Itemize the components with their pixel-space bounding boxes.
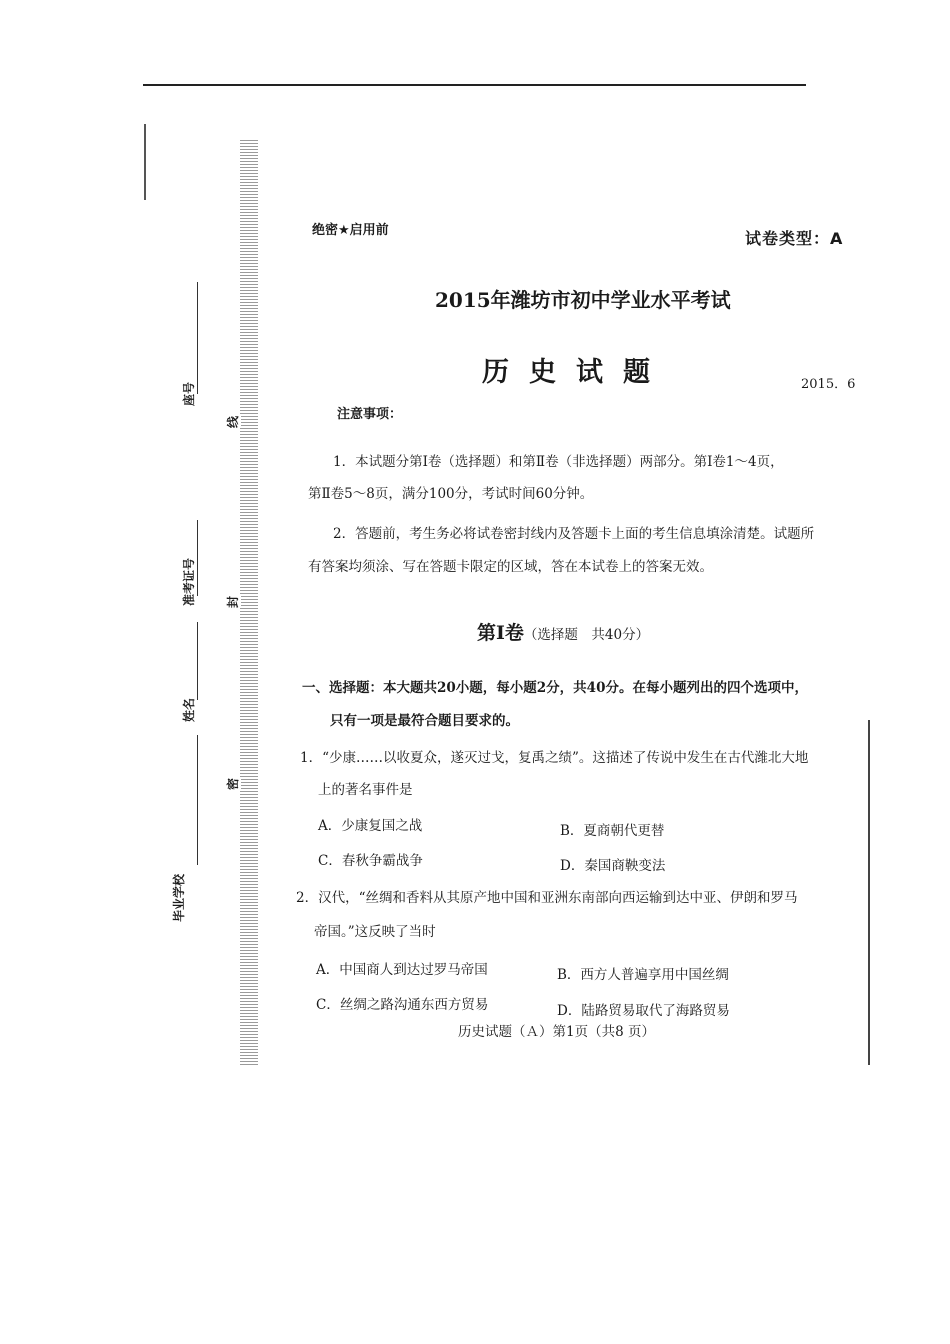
seat-no-label: 座号 <box>182 381 196 406</box>
part1-subtitle: （选择题 共40分） <box>523 627 650 643</box>
subject-title: 历史试题 <box>482 357 670 388</box>
question-2-stem: 帝国。”这反映了当时 <box>314 924 436 940</box>
exam-date: 2015．6 <box>801 377 856 392</box>
section-heading: 一、选择题：本大题共20小题，每小题2分，共40分。在每小题列出的四个选项中， <box>302 680 808 696</box>
left-margin-tick <box>144 124 146 200</box>
section-heading: 只有一项是最符合题目要求的。 <box>330 713 519 729</box>
exam-id-label: 准考证号 <box>182 557 196 606</box>
top-rule <box>143 84 806 86</box>
question-2-option-d: D．陆路贸易取代了海路贸易 <box>557 1003 730 1019</box>
notice-line: 第Ⅱ卷5～8页，满分100分，考试时间60分钟。 <box>308 486 594 502</box>
notice-line: 1．本试题分第Ⅰ卷（选择题）和第Ⅱ卷（非选择题）两部分。第Ⅰ卷1～4页， <box>333 454 784 470</box>
notice-line: 2．答题前，考生务必将试卷密封线内及答题卡上面的考生信息填涂清楚。试题所 <box>333 526 815 542</box>
paper-type: 试卷类型：A <box>745 229 844 248</box>
school-label: 毕业学校 <box>172 873 186 922</box>
question-2-stem: 2．汉代，“丝绸和香料从其原产地中国和亚洲东南部向西运输到达中亚、伊朗和罗马 <box>296 890 798 906</box>
notice-line: 有答案均须涂、写在答题卡限定的区域，答在本试卷上的答案无效。 <box>308 559 713 575</box>
question-2-option-b: B．西方人普遍享用中国丝绸 <box>557 967 729 983</box>
part1-label: 第Ⅰ卷 <box>477 622 524 644</box>
question-1-option-c: C．春秋争霸战争 <box>318 853 423 869</box>
question-1-option-a: A．少康复国之战 <box>318 818 423 834</box>
seal-char-mi: 密 <box>226 777 240 790</box>
question-2-option-c: C．丝绸之路沟通东西方贸易 <box>316 997 489 1013</box>
seal-char-xian: 线 <box>226 415 240 428</box>
confidential-mark: 绝密★启用前 <box>312 223 389 238</box>
name-line <box>197 622 198 700</box>
question-1-stem: 上的著名事件是 <box>318 782 413 798</box>
question-1-stem: 1．“少康……以收夏众，遂灭过戈，复禹之绩”。这描述了传说中发生在古代潍北大地 <box>300 750 809 766</box>
exam-title: 2015年潍坊市初中学业水平考试 <box>435 288 731 312</box>
page-footer: 历史试题（Ａ）第1页（共8 页） <box>458 1024 655 1040</box>
part1-title <box>477 618 649 645</box>
name-label: 姓名 <box>182 697 196 722</box>
question-1-option-b: B．夏商朝代更替 <box>560 823 665 839</box>
question-2-option-a: A．中国商人到达过罗马帝国 <box>316 962 488 978</box>
seal-char-feng: 封 <box>226 595 240 608</box>
notice-title: 注意事项： <box>337 407 403 422</box>
question-1-option-d: D．秦国商鞅变法 <box>560 858 666 874</box>
school-line <box>197 735 198 865</box>
exam-id-line <box>197 520 198 596</box>
seat-no-line <box>197 282 198 394</box>
right-edge-line <box>868 720 870 1065</box>
seal-dotted-line <box>240 140 258 1065</box>
